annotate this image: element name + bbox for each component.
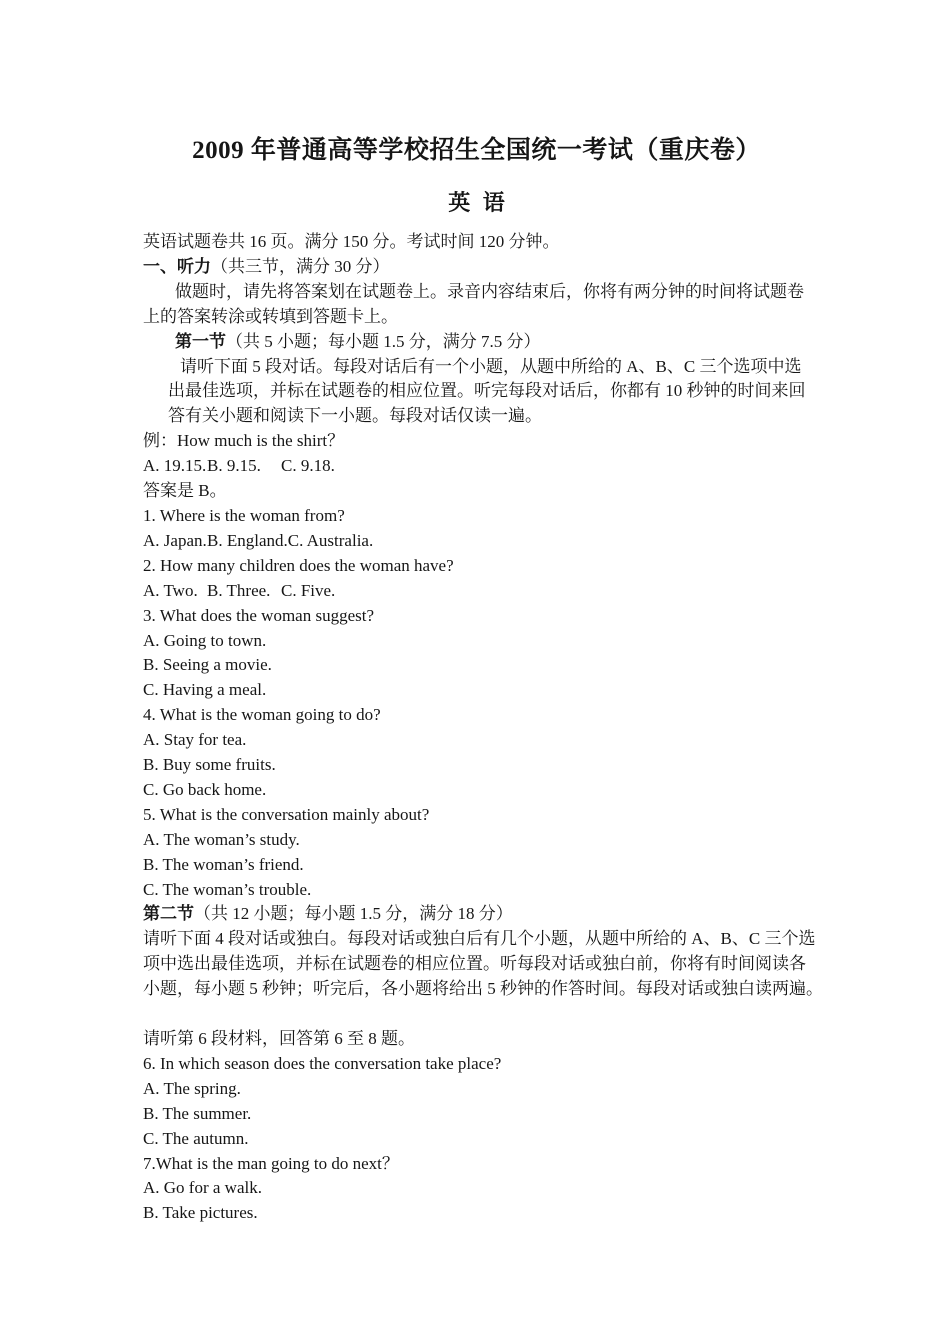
q6-option-a: A. The spring. — [143, 1078, 241, 1098]
q5-option-a: A. The woman’s study. — [143, 829, 300, 849]
listening-instructions-line2: 上的答案转涂或转填到答题卡上。 — [143, 306, 398, 326]
q7-option-a: A. Go for a walk. — [143, 1178, 262, 1198]
q6-option-c: C. The autumn. — [143, 1128, 249, 1148]
exam-meta: 英语试题卷共 16 页。满分 150 分。考试时间 120 分钟。 — [143, 232, 560, 251]
part2-instructions-line2: 项中选出最佳选项，并标在试题卷的相应位置。听每段对话或独白前，你将有时间阅读各 — [143, 954, 806, 974]
q3-text: 3. What does the woman suggest? — [143, 605, 375, 625]
q4-option-c: C. Go back home. — [143, 779, 267, 799]
option-c: C. 9.18. — [281, 456, 335, 476]
q5-text: 5. What is the conversation mainly about? — [143, 804, 430, 824]
example-question: 例：How much is the shirt？ — [143, 431, 345, 451]
q3-option-a: A. Going to town. — [143, 630, 267, 650]
example-answer: 答案是 B。 — [143, 481, 227, 501]
q7-option-b: B. Take pictures. — [143, 1203, 258, 1223]
option-b: B. England. — [207, 530, 288, 550]
section1-heading-bold: 一、听力 — [143, 256, 211, 276]
doc-lines — [143, 230, 823, 1226]
q4-option-a: A. Stay for tea. — [143, 730, 247, 750]
q3-option-b: B. Seeing a movie. — [143, 655, 272, 675]
q4-text: 4. What is the woman going to do? — [143, 705, 381, 725]
part1-heading: 第一节（共 5 小题；每小题 1.5 分，满分 7.5 分） — [175, 331, 541, 351]
option-c: C. Five. — [281, 580, 336, 600]
q4-option-b: B. Buy some fruits. — [143, 755, 276, 775]
q7-text: 7.What is the man going to do next？ — [143, 1153, 399, 1173]
section1-heading: 一、听力（共三节，满分 30 分） — [143, 256, 390, 276]
option-a: A. 19.15. — [143, 456, 207, 476]
option-a: A. Two. — [143, 580, 198, 600]
q6-text: 6. In which season does the conversation take place? — [143, 1053, 502, 1073]
q5-option-b: B. The woman’s friend. — [143, 854, 304, 874]
option-b: B. 9.15. — [207, 456, 261, 476]
q5-option-c: C. The woman’s trouble. — [143, 879, 312, 899]
exam-title: 2009 年普通高等学校招生全国统一考试（重庆卷） — [192, 137, 761, 164]
q6-option-b: B. The summer. — [143, 1103, 252, 1123]
example-options — [143, 454, 810, 479]
q2-text: 2. How many children does the woman have? — [143, 555, 454, 575]
part1-instructions-line1: 请听下面 5 段对话。每段对话后有一个小题，从题中所给的 A、B、C 三个选项中选 — [180, 356, 802, 376]
part2-heading: 第二节（共 12 小题；每小题 1.5 分，满分 18 分） — [143, 904, 513, 924]
part1-heading-bold: 第一节 — [175, 331, 226, 351]
q1-options — [143, 529, 810, 554]
part2-instructions-line3: 小题，每小题 5 秒钟；听完后，各小题将给出 5 秒钟的作答时间。每段对话或独白读两遍。 — [143, 979, 823, 999]
part2-heading-bold: 第二节 — [143, 904, 194, 924]
listening-instructions-line1: 做题时，请先将答案划在试题卷上。录音内容结束后，你将有两分钟的时间将试题卷 — [175, 281, 804, 301]
q1-text: 1. Where is the woman from? — [143, 505, 345, 525]
material6-prompt: 请听第 6 段材料，回答第 6 至 8 题。 — [143, 1028, 415, 1048]
q2-options — [143, 579, 810, 604]
part1-instructions-line2: 出最佳选项，并标在试题卷的相应位置。听完每段对话后，你都有 10 秒钟的时间来回 — [168, 381, 806, 401]
q3-option-c: C. Having a meal. — [143, 680, 267, 700]
blank-line — [143, 1002, 810, 1027]
exam-subject-title: 英 语 — [448, 190, 505, 215]
option-b: B. Three. — [207, 580, 271, 600]
part1-instructions-line3: 答有关小题和阅读下一小题。每段对话仅读一遍。 — [168, 406, 542, 426]
option-c: C. Australia. — [287, 530, 374, 550]
part2-instructions-line1: 请听下面 4 段对话或独白。每段对话或独白后有几个小题，从题中所给的 A、B、C 三个选 — [143, 929, 816, 949]
option-a: A. Japan. — [143, 530, 207, 550]
